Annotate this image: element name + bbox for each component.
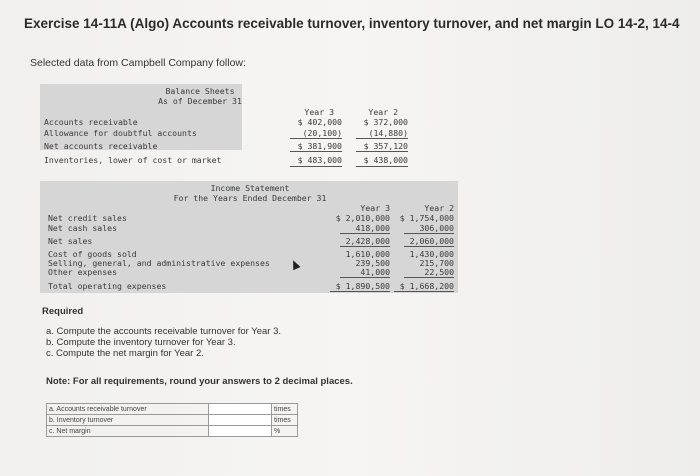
- is-row-y3: 239,500: [355, 258, 390, 268]
- is-row-y2: $ 1,754,000: [399, 213, 454, 223]
- answer-input-cell[interactable]: [209, 426, 272, 437]
- bs-heading-1: Balance Sheets: [165, 86, 235, 96]
- is-rule-y3: [340, 277, 390, 278]
- is-row-y2: 306,000: [419, 223, 454, 233]
- bs-col-year3: Year 3: [304, 107, 334, 117]
- bs-row-y2: (14,880): [368, 128, 408, 138]
- is-row-y2: 1,430,000: [409, 249, 454, 259]
- answer-row: [47, 426, 298, 437]
- bs-col-year2: Year 2: [368, 107, 398, 117]
- bs-row-y3: $ 381,900: [297, 141, 342, 151]
- is-rule-y2: [394, 291, 454, 292]
- required-item-c: c. Compute the net margin for Year 2.: [46, 348, 204, 359]
- is-row-y3: $ 1,890,500: [335, 281, 390, 291]
- is-row-y3: 418,000: [355, 223, 390, 233]
- bs-row-label: Accounts receivable: [44, 117, 138, 127]
- bs-row-label: Net accounts receivable: [44, 141, 158, 151]
- is-rule-y2: [404, 246, 454, 247]
- answer-unit: times: [272, 404, 298, 415]
- bs-rule-y2: [356, 166, 408, 167]
- bs-row-y2: $ 372,000: [363, 117, 408, 127]
- is-row-y2: $ 1,668,200: [399, 281, 454, 291]
- is-rule-y3: [340, 233, 390, 234]
- bs-row-y2: $ 357,120: [363, 141, 408, 151]
- net-margin-input[interactable]: [211, 427, 269, 436]
- is-row-label: Net cash sales: [48, 223, 118, 233]
- answer-table: [46, 403, 298, 437]
- required-item-a: a. Compute the accounts receivable turnover for Year 3.: [46, 326, 281, 337]
- exercise-title: Exercise 14-11A (Algo) Accounts receivable turnover, inventory turnover, and net margin LO 14-2, 14-4: [24, 16, 680, 31]
- is-row-y2: 215,700: [419, 258, 454, 268]
- is-rule-y3: [340, 246, 390, 247]
- bs-row-label: Inventories, lower of cost or market: [44, 155, 222, 165]
- bs-rule-y2: [356, 151, 408, 152]
- intro-text: Selected data from Campbell Company follow:: [30, 57, 246, 69]
- answer-unit: %: [272, 426, 298, 437]
- is-col-year3: Year 3: [360, 203, 390, 213]
- required-item-b: b. Compute the inventory turnover for Year 3.: [46, 337, 236, 348]
- is-row-y2: 22,500: [424, 267, 454, 277]
- is-heading-1: Income Statement: [210, 183, 290, 193]
- is-row-label: Cost of goods sold: [48, 249, 137, 259]
- is-row-label: Total operating expenses: [48, 281, 167, 291]
- bs-rule-y3: [290, 166, 342, 167]
- answer-label: a. Accounts receivable turnover: [47, 404, 209, 415]
- is-row-label: Other expenses: [48, 267, 118, 277]
- is-rule-y2: [404, 277, 454, 278]
- is-row-y3: 41,000: [360, 267, 390, 277]
- is-row-y3: 2,428,000: [345, 236, 390, 246]
- inventory-turnover-input[interactable]: [211, 416, 269, 425]
- bs-row-y3: (20,100): [302, 128, 342, 138]
- is-col-year2: Year 2: [424, 203, 454, 213]
- is-row-y2: 2,060,000: [409, 236, 454, 246]
- required-heading: Required: [42, 306, 84, 317]
- rounding-note: Note: For all requirements, round your answers to 2 decimal places.: [46, 376, 353, 387]
- bs-rule-y3: [290, 151, 342, 152]
- is-row-label: Net sales: [48, 236, 93, 246]
- answer-input-cell[interactable]: [209, 415, 272, 426]
- bs-row-label: Allowance for doubtful accounts: [44, 128, 197, 138]
- is-row-y3: $ 2,010,000: [335, 213, 390, 223]
- is-row-label: Net credit sales: [48, 213, 127, 223]
- is-row-label: Selling, general, and administrative expenses: [48, 258, 270, 268]
- bs-rule-y3: [290, 138, 342, 139]
- answer-input-cell[interactable]: [209, 404, 272, 415]
- ar-turnover-input[interactable]: [211, 405, 269, 414]
- is-row-y3: 1,610,000: [345, 249, 390, 259]
- bs-row-y3: $ 402,000: [297, 117, 342, 127]
- bs-rule-y2: [356, 138, 408, 139]
- answer-unit: times: [272, 415, 298, 426]
- bs-row-y2: $ 438,000: [363, 155, 408, 165]
- answer-row: [47, 404, 298, 415]
- bs-row-y3: $ 483,000: [297, 155, 342, 165]
- bs-heading-2: As of December 31: [158, 96, 242, 106]
- is-rule-y3: [330, 291, 390, 292]
- answer-row: [47, 415, 298, 426]
- is-heading-2: For the Years Ended December 31: [173, 193, 327, 203]
- answer-label: c. Net margin: [47, 426, 209, 437]
- is-rule-y2: [404, 233, 454, 234]
- answer-label: b. Inventory turnover: [47, 415, 209, 426]
